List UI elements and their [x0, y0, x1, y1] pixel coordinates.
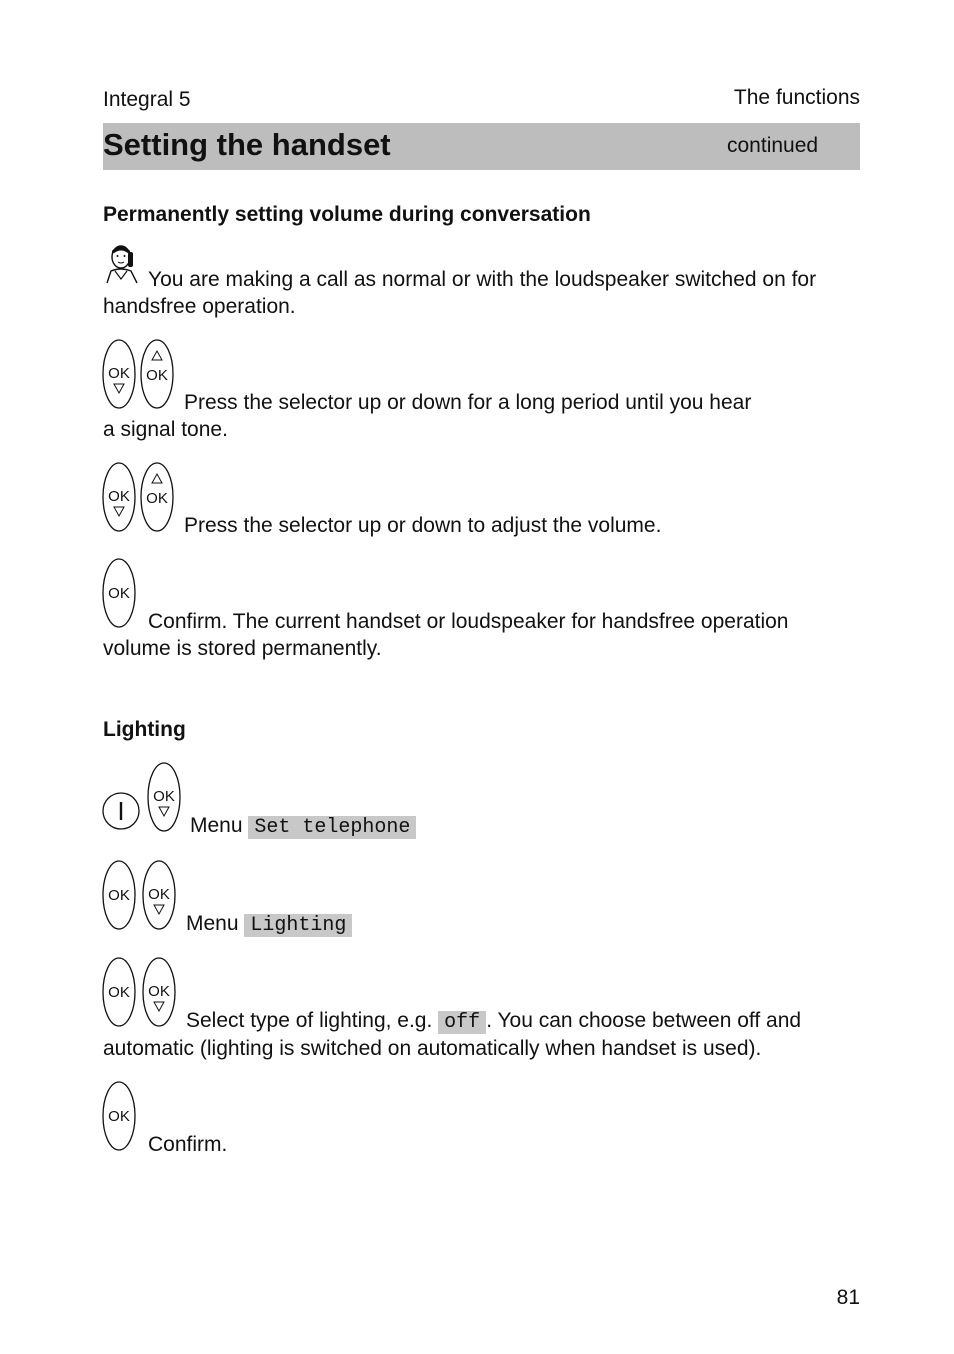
ok-down-up-keys-2	[102, 461, 178, 533]
page-number: 81	[836, 1286, 860, 1309]
select-cont: automatic (lighting is switched on automatically when handset is used).	[103, 1037, 762, 1060]
key-label: OK	[108, 984, 130, 1001]
menu-step-2	[186, 910, 352, 939]
step-call-text	[103, 266, 863, 320]
key-label: OK	[108, 585, 130, 602]
header-chapter: The functions	[733, 86, 860, 109]
select-pre: Select type of lighting, e.g.	[186, 1009, 433, 1032]
key-label: OK	[148, 983, 170, 1000]
ok-key-icon	[102, 557, 138, 629]
page-title: Setting the handset	[103, 127, 391, 162]
select-value-off: off	[438, 1011, 486, 1034]
power-key-icon	[103, 793, 139, 829]
menu-step-1	[190, 812, 416, 841]
key-label: OK	[108, 1108, 130, 1125]
ok-key-icon	[103, 861, 135, 929]
ok-down-key-icon	[148, 763, 180, 831]
menu-keys	[101, 761, 185, 833]
menu-label: Menu	[186, 912, 239, 935]
key-label: OK	[108, 365, 130, 382]
step-adjust: Press the selector up or down to adjust the volume.	[184, 514, 662, 537]
step-confirm: Confirm. The current handset or loudspeaker for handsfree operation	[148, 610, 789, 633]
step-long-press: Press the selector up or down for a long period until you hear	[184, 391, 752, 414]
key-label: OK	[108, 887, 130, 904]
step-call: You are making a call as normal or with the loudspeaker switched on for handsfree operation.	[103, 268, 817, 318]
ok-keys-lighting	[102, 859, 178, 931]
key-label: OK	[146, 367, 168, 384]
section-heading-volume: Permanently setting volume during conversation	[103, 203, 591, 226]
section-heading-lighting: Lighting	[103, 718, 186, 741]
ok-key-icon	[103, 958, 135, 1026]
ok-down-key-icon	[103, 463, 135, 531]
menu-lighting: Lighting	[244, 914, 352, 937]
ok-up-key-icon	[141, 463, 173, 531]
continued-label: continued	[727, 134, 819, 157]
header-product: Integral 5	[103, 88, 191, 111]
ok-down-key-icon	[143, 958, 175, 1026]
key-label: OK	[153, 788, 175, 805]
ok-up-key-icon	[141, 340, 173, 408]
confirm-lighting: Confirm.	[148, 1133, 228, 1156]
key-label: OK	[108, 488, 130, 505]
ok-keys-select	[102, 956, 178, 1028]
key-label: OK	[148, 886, 170, 903]
select-post: . You can choose between off and	[486, 1009, 802, 1032]
ok-down-up-keys	[102, 338, 178, 410]
ok-down-key-icon	[103, 340, 135, 408]
key-label: OK	[146, 490, 168, 507]
ok-down-key-icon	[143, 861, 175, 929]
menu-label: Menu	[190, 814, 243, 837]
menu-set-telephone: Set telephone	[248, 816, 416, 839]
ok-key-icon	[102, 1080, 138, 1152]
step-confirm-cont: volume is stored permanently.	[103, 637, 382, 660]
step-long-press-cont: a signal tone.	[103, 418, 228, 441]
select-step	[186, 1007, 801, 1036]
